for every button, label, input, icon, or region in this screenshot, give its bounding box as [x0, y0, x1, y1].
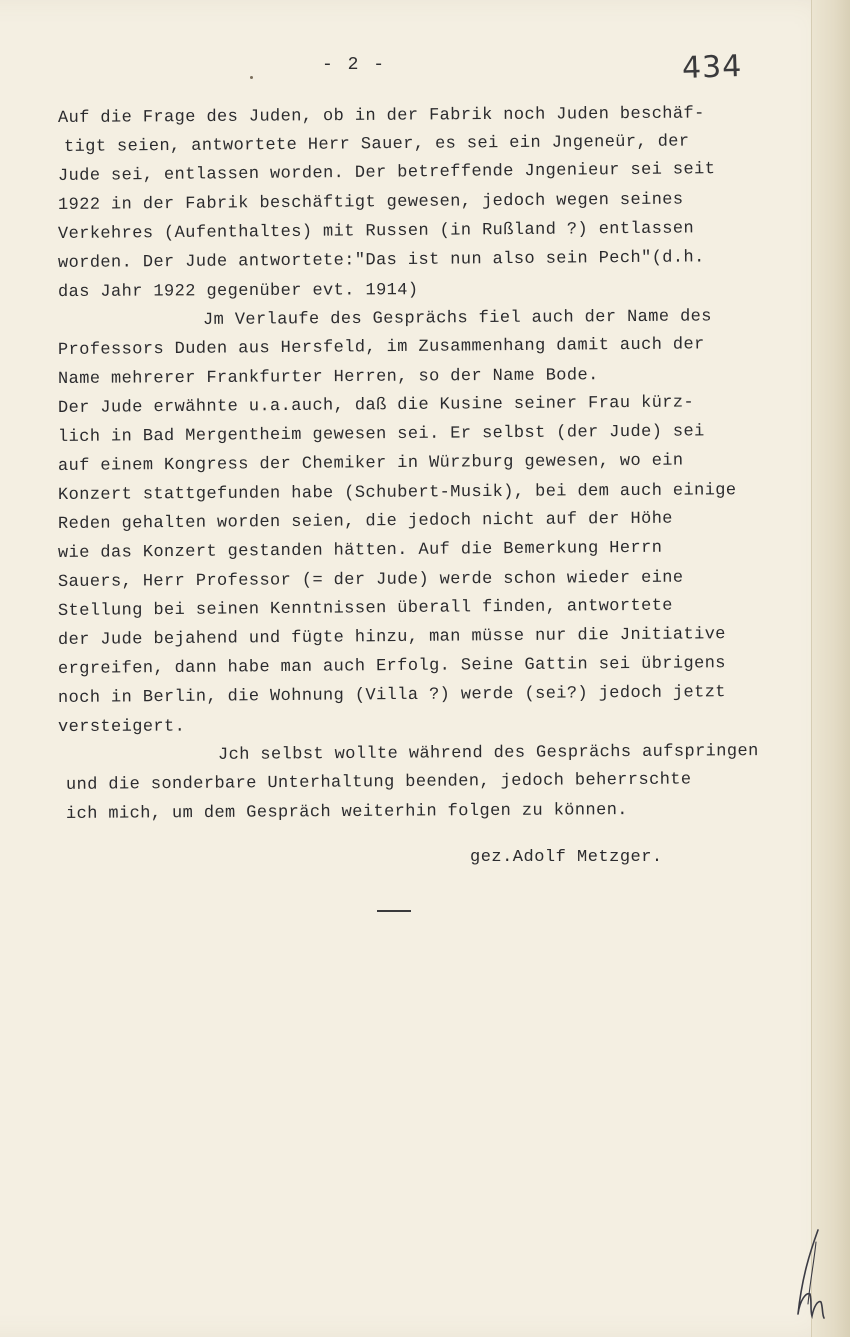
- text-line: lich in Bad Mergentheim gewesen sei. Er selbst (der Jude) sei: [57, 422, 705, 447]
- handwritten-initials: [788, 1222, 838, 1327]
- text-line: und die sonderbare Unterhaltung beenden, jedoch beherrschte: [65, 770, 692, 795]
- text-line: 1922 in der Fabrik beschäftigt gewesen, jedoch wegen seines: [57, 190, 684, 215]
- text-line: Name mehrerer Frankfurter Herren, so der Name Bode.: [57, 366, 599, 389]
- text-line: ich mich, um dem Gespräch weiterhin folgen zu können.: [65, 801, 628, 824]
- text-line: versteigert.: [57, 717, 186, 737]
- text-line: Auf die Frage des Juden, ob in der Fabrik noch Juden beschäf-: [57, 104, 705, 128]
- text-line: worden. Der Jude antwortete:"Das ist nun also sein Pech"(d.h.: [57, 248, 705, 273]
- page-number: - 2 -: [322, 55, 387, 75]
- text-line: Konzert stattgefunden habe (Schubert-Musik), bei dem auch einige: [57, 481, 737, 505]
- closing-rule: [377, 910, 411, 912]
- text-line: Reden gehalten worden seien, die jedoch nicht auf der Höhe: [57, 509, 673, 534]
- text-line: tigt seien, antwortete Herr Sauer, es sei ein Jngeneür, der: [63, 132, 690, 157]
- text-line: noch in Berlin, die Wohnung (Villa ?) werde (sei?) jedoch jetzt: [57, 683, 726, 708]
- text-line: Stellung bei seinen Kenntnissen überall finden, antwortete: [57, 596, 673, 621]
- text-line: auf einem Kongress der Chemiker in Würzburg gewesen, wo ein: [57, 451, 684, 476]
- text-line: das Jahr 1922 gegenüber evt. 1914): [57, 281, 419, 302]
- text-line: der Jude bejahend und fügte hinzu, man müsse nur die Jnitiative: [57, 625, 726, 650]
- letter-body: [58, 104, 828, 829]
- paper-speck: [250, 76, 253, 79]
- text-line: Jm Verlaufe des Gesprächs fiel auch der Name des: [202, 307, 712, 330]
- text-line: Professors Duden aus Hersfeld, im Zusammenhang damit auch der: [57, 335, 705, 360]
- text-line: Der Jude erwähnte u.a.auch, daß die Kusine seiner Frau kürz-: [57, 393, 695, 418]
- archive-folio-number: 434: [681, 48, 743, 87]
- text-line: ergreifen, dann habe man auch Erfolg. Seine Gattin sei übrigens: [57, 654, 726, 679]
- text-line: Sauers, Herr Professor (= der Jude) werde schon wieder eine: [57, 568, 684, 592]
- text-line: Jude sei, entlassen worden. Der betreffende Jngenieur sei seit: [57, 160, 716, 186]
- text-line: Jch selbst wollte während des Gesprächs aufspringen: [217, 742, 759, 765]
- text-line: wie das Konzert gestanden hätten. Auf die Bemerkung Herrn: [57, 538, 663, 563]
- text-line: Verkehres (Aufenthaltes) mit Russen (in Rußland ?) entlassen: [57, 219, 695, 244]
- typed-signature: gez.Adolf Metzger.: [470, 848, 663, 867]
